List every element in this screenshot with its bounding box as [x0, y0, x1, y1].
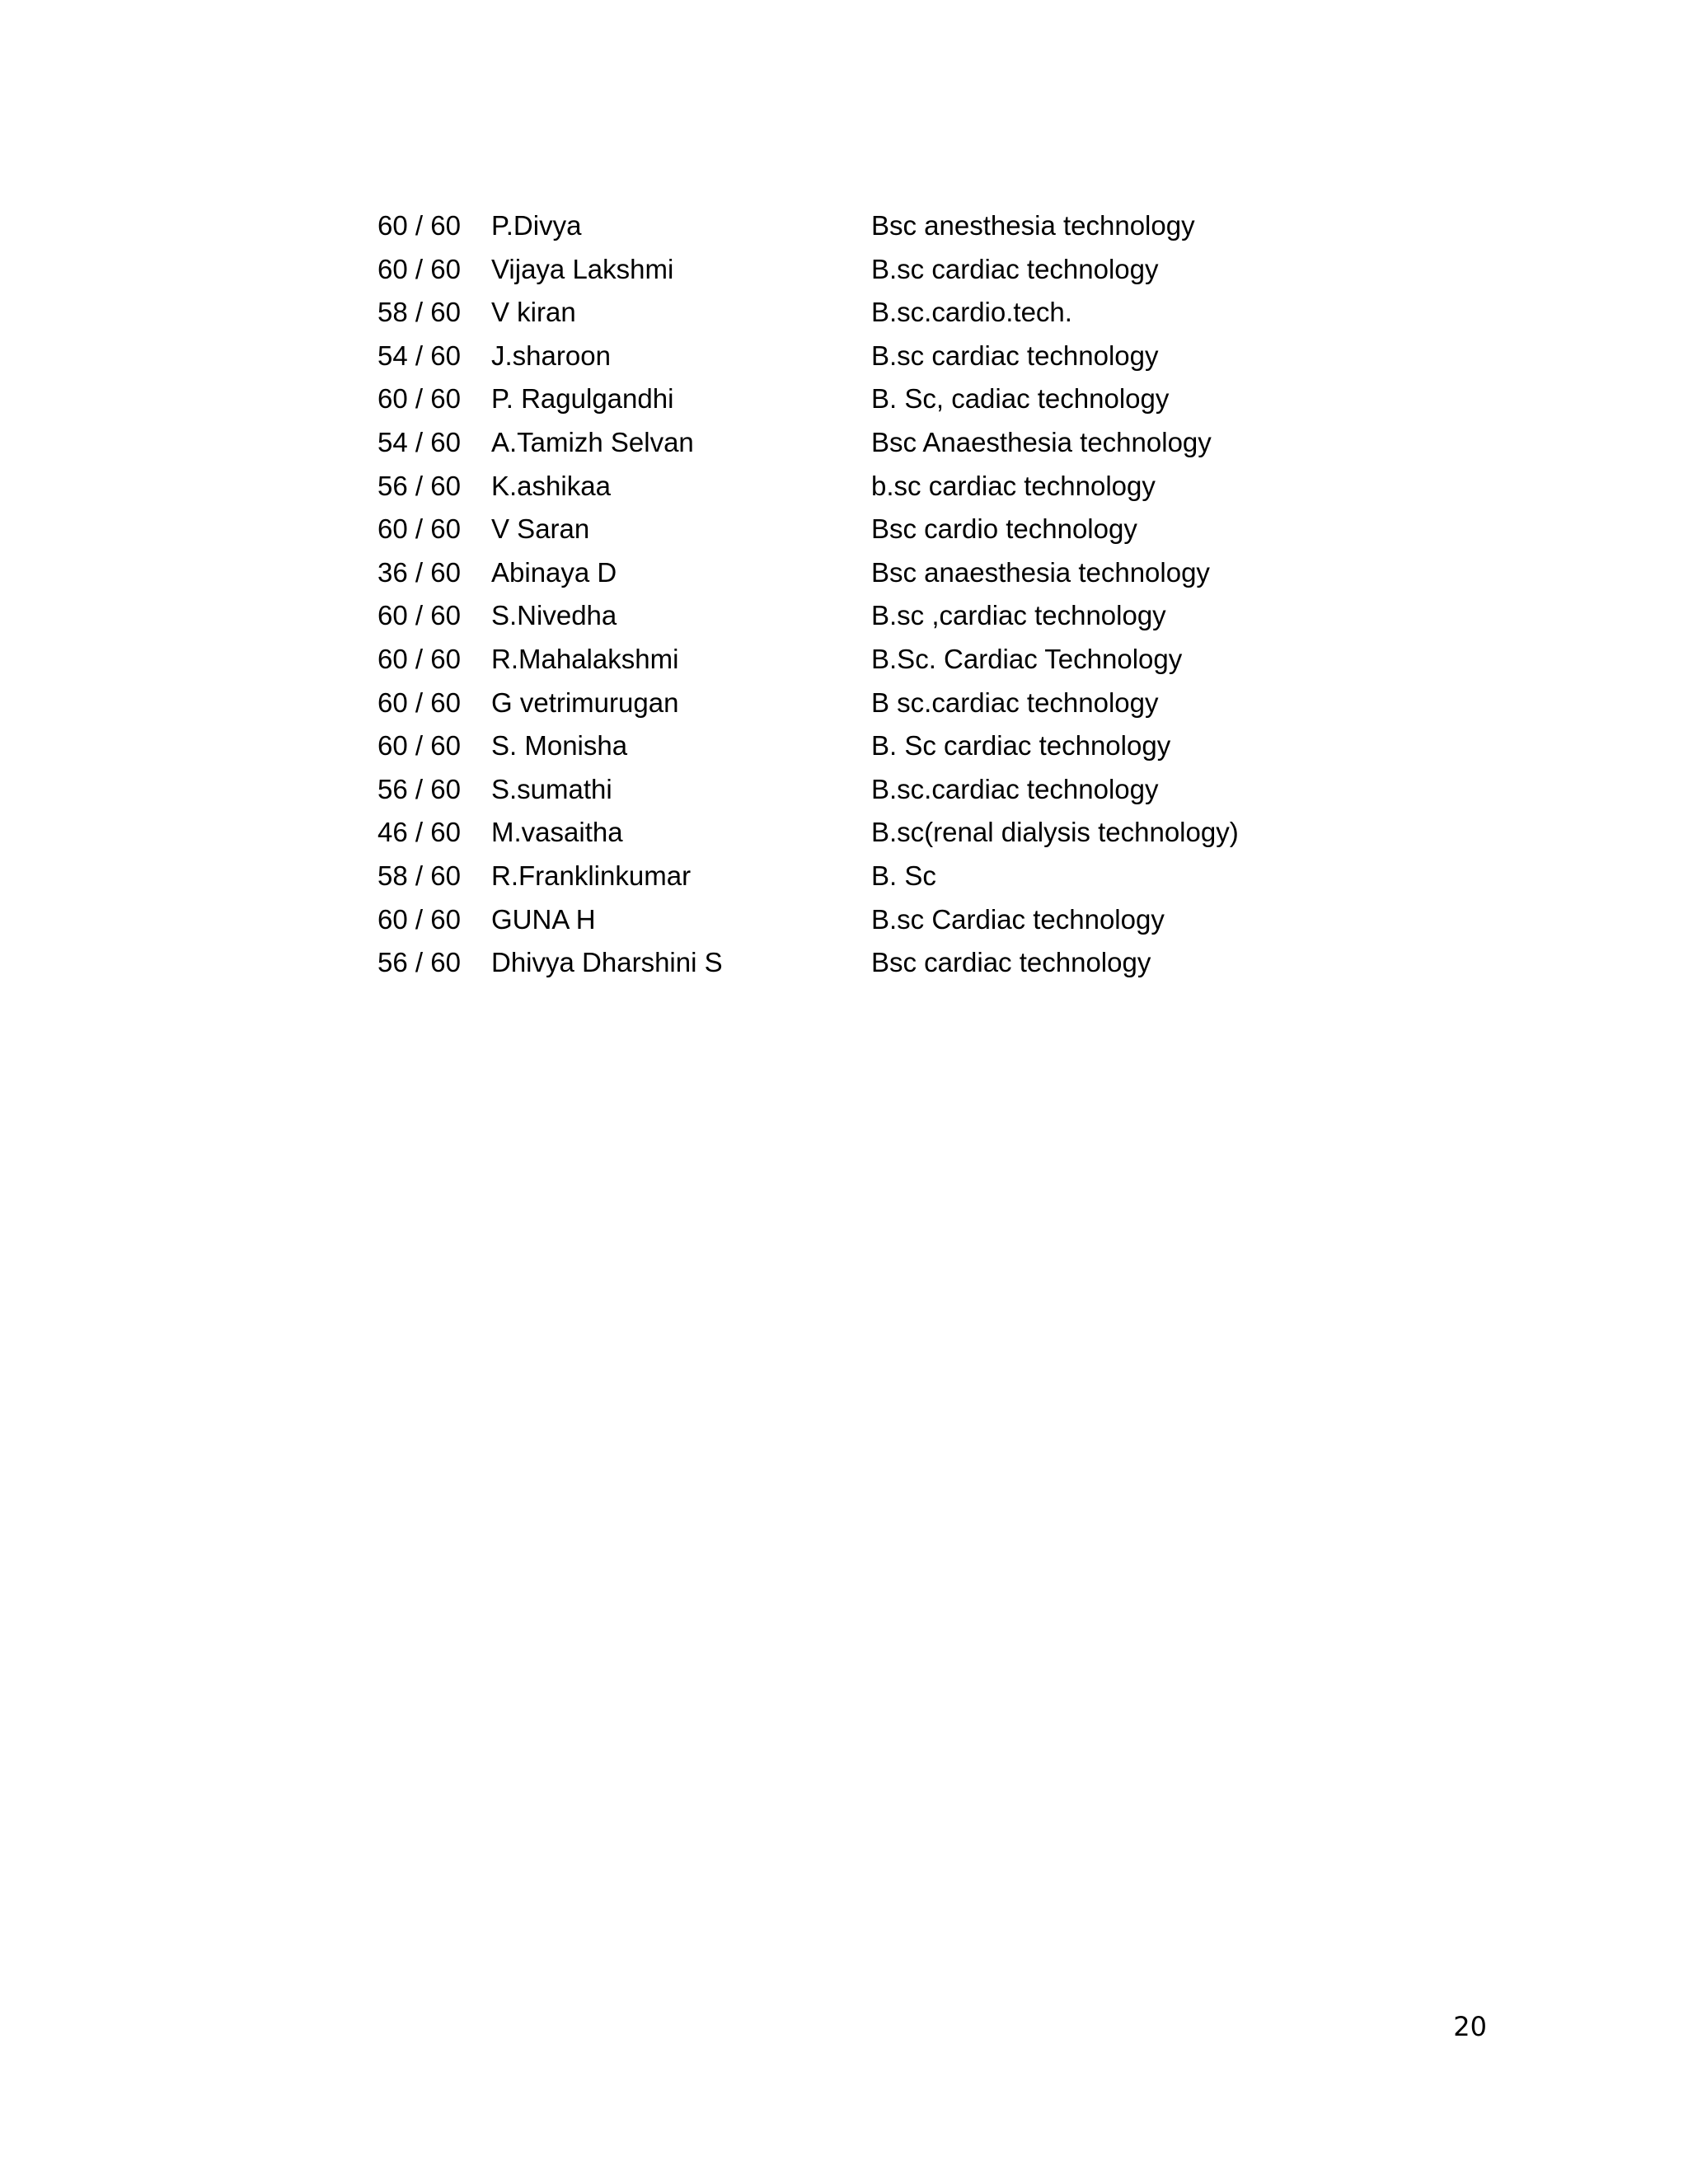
course-cell: Bsc anaesthesia technology [871, 556, 1210, 588]
course-cell: B.sc Cardiac technology [871, 903, 1165, 935]
course-cell: B.sc.cardiac technology [871, 773, 1159, 804]
name-cell: K.ashikaa [491, 470, 611, 501]
score-cell: 60 / 60 [377, 730, 461, 762]
score-cell: 56 / 60 [377, 773, 461, 804]
score-cell: 60 / 60 [377, 513, 461, 545]
result-row [377, 724, 1367, 768]
result-row [377, 941, 1367, 985]
name-cell: P.Divya [491, 210, 582, 241]
name-cell: S.Nivedha [491, 600, 617, 631]
score-cell: 60 / 60 [377, 903, 461, 935]
score-cell: 60 / 60 [377, 687, 461, 718]
course-cell: B. Sc [871, 860, 936, 891]
course-cell: B.sc.cardio.tech. [871, 297, 1072, 328]
course-cell: B.Sc. Cardiac Technology [871, 643, 1183, 674]
name-cell: R.Mahalakshmi [491, 643, 679, 674]
course-cell: Bsc cardiac technology [871, 947, 1151, 978]
result-row [377, 682, 1367, 725]
score-cell: 36 / 60 [377, 556, 461, 588]
name-cell: Vijaya Lakshmi [491, 253, 674, 284]
result-row [377, 768, 1367, 812]
name-cell: S.sumathi [491, 773, 612, 804]
name-cell: GUNA H [491, 903, 596, 935]
course-cell: B sc.cardiac technology [871, 687, 1159, 718]
course-cell: B.sc ,cardiac technology [871, 600, 1166, 631]
score-cell: 56 / 60 [377, 470, 461, 501]
score-cell: 60 / 60 [377, 600, 461, 631]
score-cell: 60 / 60 [377, 643, 461, 674]
course-cell: B.sc cardiac technology [871, 340, 1159, 371]
name-cell: S. Monisha [491, 730, 628, 762]
score-cell: 54 / 60 [377, 340, 461, 371]
course-cell: b.sc cardiac technology [871, 470, 1156, 501]
result-row [377, 551, 1367, 595]
name-cell: A.Tamizh Selvan [491, 426, 694, 457]
score-cell: 58 / 60 [377, 297, 461, 328]
result-row [377, 465, 1367, 509]
name-cell: V Saran [491, 513, 590, 545]
name-cell: P. Ragulgandhi [491, 383, 674, 415]
course-cell: Bsc anesthesia technology [871, 210, 1195, 241]
name-cell: M.vasaitha [491, 817, 623, 848]
name-cell: V kiran [491, 297, 576, 328]
result-row [377, 204, 1367, 248]
result-row [377, 248, 1367, 292]
name-cell: Dhivya Dharshini S [491, 947, 723, 978]
score-cell: 56 / 60 [377, 947, 461, 978]
course-cell: Bsc cardio technology [871, 513, 1137, 545]
result-row [377, 508, 1367, 551]
name-cell: G vetrimurugan [491, 687, 679, 718]
course-cell: B. Sc cardiac technology [871, 730, 1171, 762]
course-cell: Bsc Anaesthesia technology [871, 426, 1212, 457]
result-row [377, 638, 1367, 682]
score-cell: 54 / 60 [377, 426, 461, 457]
result-row [377, 377, 1367, 421]
result-row [377, 335, 1367, 378]
result-row [377, 811, 1367, 855]
score-cell: 60 / 60 [377, 210, 461, 241]
result-row [377, 898, 1367, 942]
course-cell: B.sc(renal dialysis technology) [871, 817, 1239, 848]
result-row [377, 421, 1367, 465]
course-cell: B. Sc, cadiac technology [871, 383, 1170, 415]
score-cell: 60 / 60 [377, 383, 461, 415]
score-cell: 60 / 60 [377, 253, 461, 284]
result-row [377, 291, 1367, 335]
score-cell: 46 / 60 [377, 817, 461, 848]
result-row [377, 594, 1367, 638]
page-number: 20 [1453, 2011, 1487, 2042]
results-list [377, 204, 1367, 985]
score-cell: 58 / 60 [377, 860, 461, 891]
name-cell: R.Franklinkumar [491, 860, 692, 891]
name-cell: Abinaya D [491, 556, 617, 588]
result-row [377, 855, 1367, 898]
course-cell: B.sc cardiac technology [871, 253, 1159, 284]
name-cell: J.sharoon [491, 340, 611, 371]
